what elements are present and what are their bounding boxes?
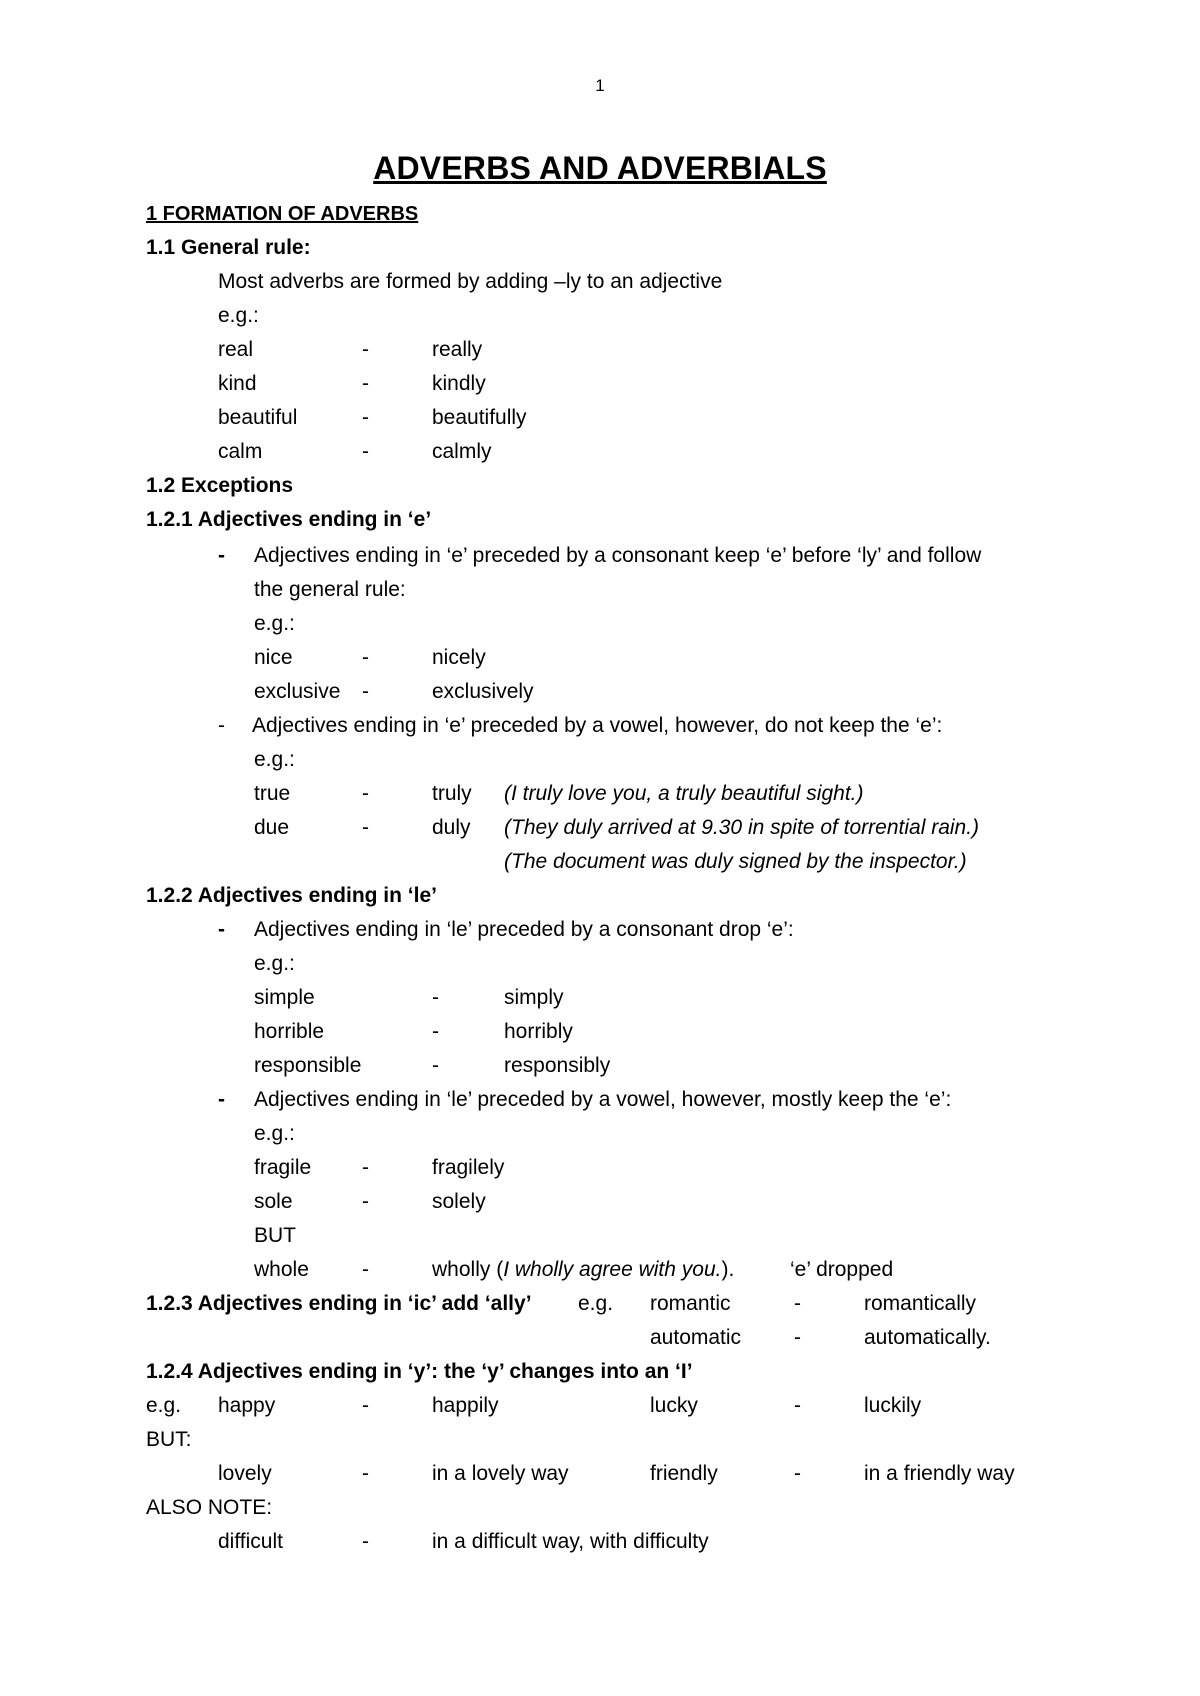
example-row	[0, 1527, 1200, 1557]
adverb-text: wholly (	[432, 1258, 504, 1281]
separator: -	[362, 1156, 369, 1179]
adjective: simple	[254, 986, 315, 1009]
example-sentence: (I truly love you, a truly beautiful sight.)	[504, 782, 864, 805]
example-row	[0, 403, 1200, 433]
adjective: whole	[254, 1258, 309, 1281]
bullet-text: Adjectives ending in ‘e’ preceded by a consonant keep ‘e’ before ‘ly’ and follow	[254, 544, 982, 567]
example-row	[0, 437, 1200, 467]
adverb: luckily	[864, 1394, 922, 1417]
example-row	[0, 1323, 1200, 1353]
bullet-item	[0, 541, 1200, 571]
eg-label: e.g.	[578, 1292, 614, 1315]
section-1-2-4-heading: 1.2.4 Adjectives ending in ‘y’: the ‘y’ changes into an ‘I’	[146, 1360, 693, 1383]
eg-label: e.g.	[146, 1394, 182, 1417]
example-row	[0, 1051, 1200, 1081]
separator: -	[362, 338, 369, 361]
adverb: calmly	[432, 440, 492, 463]
example-row	[0, 1255, 1200, 1285]
adverb: nicely	[432, 646, 486, 669]
separator: -	[362, 646, 369, 669]
section-1-1-heading: 1.1 General rule:	[146, 236, 311, 259]
section-1-2-2-heading: 1.2.2 Adjectives ending in ‘le’	[146, 884, 437, 907]
adverb: solely	[432, 1190, 486, 1213]
adjective: true	[254, 782, 291, 805]
bullet-text: Adjectives ending in ‘le’ preceded by a vowel, however, mostly keep the ‘e’:	[254, 1088, 952, 1111]
example-row	[0, 335, 1200, 365]
adjective: due	[254, 816, 290, 839]
bullet-text: Adjectives ending in ‘le’ preceded by a consonant drop ‘e’:	[254, 918, 794, 941]
bullet-continuation: the general rule:	[254, 578, 406, 601]
eg-label: e.g.:	[254, 748, 295, 771]
adverb: responsibly	[504, 1054, 611, 1077]
separator: -	[362, 1530, 369, 1553]
adverb: truly	[432, 782, 472, 805]
adjective: real	[218, 338, 254, 361]
separator: -	[794, 1292, 801, 1315]
adjective: automatic	[650, 1326, 742, 1349]
example-row	[0, 1187, 1200, 1217]
adjective: horrible	[254, 1020, 325, 1043]
separator: -	[362, 1258, 369, 1281]
separator: -	[794, 1462, 801, 1485]
adjective: romantic	[650, 1292, 731, 1315]
example-row	[0, 369, 1200, 399]
bullet-dash: -	[218, 918, 225, 941]
example-row	[0, 1391, 1200, 1421]
adverb: horribly	[504, 1020, 573, 1043]
bullet-dash: -	[218, 544, 225, 567]
section-1-2-1-heading: 1.2.1 Adjectives ending in ‘e’	[146, 508, 432, 531]
adverb: fragilely	[432, 1156, 505, 1179]
separator: -	[362, 406, 369, 429]
adverb: kindly	[432, 372, 486, 395]
separator: -	[432, 1020, 439, 1043]
adjective: fragile	[254, 1156, 312, 1179]
example-row	[0, 983, 1200, 1013]
adjective: lucky	[650, 1394, 698, 1417]
separator: -	[362, 1190, 369, 1213]
adverb: duly	[432, 816, 471, 839]
separator: -	[362, 1394, 369, 1417]
adverb: exclusively	[432, 680, 534, 703]
eg-label: e.g.:	[254, 1122, 295, 1145]
example-row	[0, 779, 1200, 809]
adverb: romantically	[864, 1292, 977, 1315]
example-sentence: I wholly agree with you.	[503, 1258, 722, 1281]
example-sentence: (They duly arrived at 9.30 in spite of torrential rain.)	[504, 816, 980, 839]
adverb	[432, 1255, 734, 1285]
adjective: responsible	[254, 1054, 362, 1077]
adverb: happily	[432, 1394, 499, 1417]
adverb: really	[432, 338, 483, 361]
adjective: friendly	[650, 1462, 718, 1485]
adjective: beautiful	[218, 406, 298, 429]
adjective: nice	[254, 646, 293, 669]
adjective: sole	[254, 1190, 293, 1213]
bullet-dash: -	[218, 1088, 225, 1111]
adjective: lovely	[218, 1462, 272, 1485]
bullet-text: Adjectives ending in ‘e’ preceded by a vowel, however, do not keep the ‘e’:	[252, 714, 943, 737]
bullet-item	[0, 1085, 1200, 1115]
separator: -	[362, 680, 369, 703]
section-1-2-heading: 1.2 Exceptions	[146, 474, 294, 497]
adjective: exclusive	[254, 680, 341, 703]
general-rule-text: Most adverbs are formed by adding –ly to an adjective	[218, 270, 723, 293]
adverb: automatically.	[864, 1326, 991, 1349]
example-row	[0, 1459, 1200, 1489]
example-row	[0, 1153, 1200, 1183]
bullet-item	[0, 915, 1200, 945]
example-row	[0, 813, 1200, 843]
adjective: kind	[218, 372, 257, 395]
adverb: in a friendly way	[864, 1462, 1015, 1485]
eg-label: e.g.:	[254, 612, 295, 635]
adverb: in a difficult way, with difficulty	[432, 1530, 709, 1553]
bullet-dash: -	[218, 714, 225, 737]
eg-label: e.g.:	[254, 952, 295, 975]
but-label: BUT:	[146, 1428, 192, 1451]
section-1-2-3-heading: 1.2.3 Adjectives ending in ‘ic’ add ‘ally’	[146, 1292, 532, 1315]
example-row	[0, 677, 1200, 707]
adverb: beautifully	[432, 406, 527, 429]
separator: -	[362, 440, 369, 463]
example-row	[0, 1289, 1200, 1319]
bullet-item	[0, 711, 1200, 741]
also-note-label: ALSO NOTE:	[146, 1496, 273, 1519]
separator: -	[362, 372, 369, 395]
eg-label: e.g.:	[218, 304, 259, 327]
separator: -	[432, 1054, 439, 1077]
but-label: BUT	[254, 1224, 296, 1247]
separator: -	[362, 782, 369, 805]
example-row	[0, 1017, 1200, 1047]
page-number: 1	[595, 76, 605, 95]
document-title: ADVERBS AND ADVERBIALS	[373, 150, 827, 186]
adjective: difficult	[218, 1530, 283, 1553]
adverb: simply	[504, 986, 564, 1009]
adjective: happy	[218, 1394, 276, 1417]
separator: -	[432, 986, 439, 1009]
separator: -	[794, 1326, 801, 1349]
adverb: in a lovely way	[432, 1462, 569, 1485]
adverb-text-end: ).	[721, 1258, 735, 1281]
example-row	[0, 643, 1200, 673]
separator: -	[362, 816, 369, 839]
note: ‘e’ dropped	[790, 1258, 894, 1281]
separator: -	[362, 1462, 369, 1485]
section-1-heading: 1 FORMATION OF ADVERBS	[146, 203, 419, 225]
adjective: calm	[218, 440, 263, 463]
separator: -	[794, 1394, 801, 1417]
example-sentence: (The document was duly signed by the inspector.)	[504, 850, 967, 873]
